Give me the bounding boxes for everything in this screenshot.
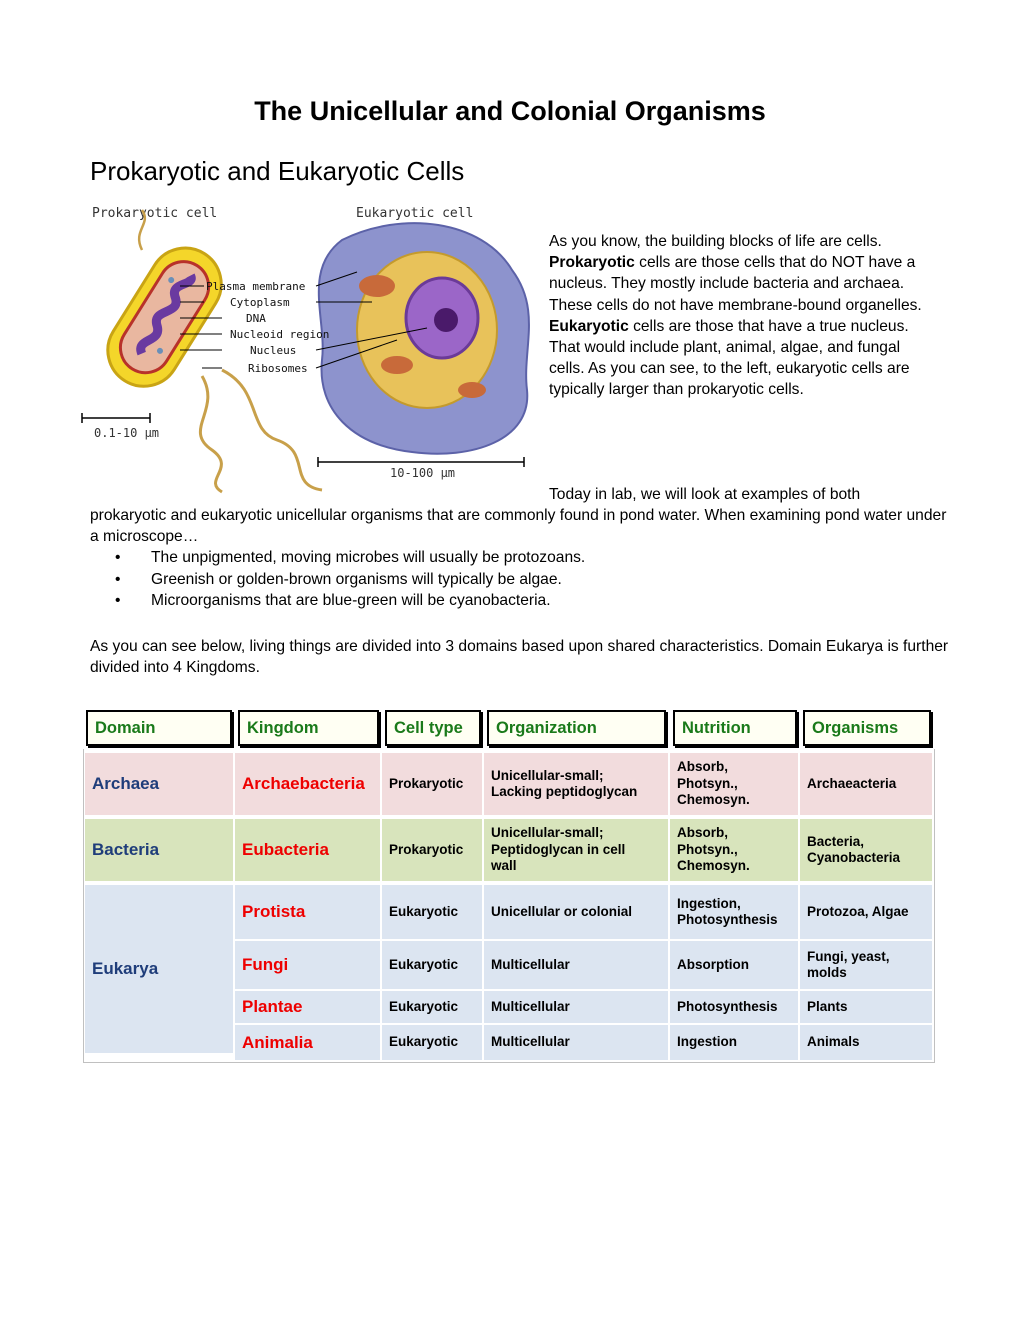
nucleus-label: Nucleus (250, 344, 297, 357)
header-cell-type: Cell type (385, 710, 481, 746)
table-row-protista-cell-type: Eukaryotic (382, 885, 484, 941)
table-row-protista-organisms: Protozoa, Algae (800, 885, 934, 941)
table-row-archaea-organisms: Archaeacteria (800, 753, 934, 817)
flagellum-2 (222, 370, 322, 490)
ribosomes-label: Ribosomes (248, 362, 308, 375)
prokaryotic-paragraph: As you know, the building blocks of life are cells. Prokaryotic cells are those cells that do NOT have a nucleus. They mostly include bacteria and archaea. These cells do not have membrane-bound organelles. (549, 233, 922, 314)
table-row-protista-kingdom: Protista (235, 885, 382, 941)
prokaryotic-cell-label: Prokaryotic cell (92, 206, 218, 221)
classification-table (83, 705, 935, 1063)
table-row-plantae-nutrition: Photosynthesis (670, 991, 800, 1025)
table-row-fungi-organisms: Fungi, yeast, molds (800, 941, 934, 991)
table-row-bacteria-cell-type: Prokaryotic (382, 819, 484, 883)
table-row-bacteria-nutrition: Absorb, Photsyn., Chemosyn. (670, 819, 800, 883)
table-row-animalia-cell-type: Eukaryotic (382, 1025, 484, 1062)
table-row-plantae-cell-type: Eukaryotic (382, 991, 484, 1025)
table-row-archaea-nutrition: Absorb, Photsyn., Chemosyn. (670, 753, 800, 817)
table-row-plantae-organisms: Plants (800, 991, 934, 1025)
cell-illustration (72, 200, 542, 500)
domains-paragraph: As you can see below, living things are divided into 3 domains based upon shared characteristics. Domain Eukarya is further divided into 4 Kingdoms. (90, 638, 949, 676)
table-row-fungi-nutrition: Absorption (670, 941, 800, 991)
list-item: • Greenish or golden-brown organisms will typically be algae. (115, 569, 585, 591)
table-row-animalia-organization: Multicellular (484, 1025, 670, 1062)
table-row-animalia-nutrition: Ingestion (670, 1025, 800, 1062)
prokaryotic-scale-label: 0.1-10 μm (94, 426, 160, 440)
table-row-bacteria-domain: Bacteria (85, 819, 235, 883)
header-nutrition: Nutrition (673, 710, 797, 746)
table-row-animalia-kingdom: Animalia (235, 1025, 382, 1062)
eukaryotic-scale-label: 10-100 μm (390, 466, 456, 480)
flagellum-3 (139, 210, 145, 250)
table-row-bacteria-organization: Unicellular-small; Peptidoglycan in cell wall (484, 819, 670, 883)
dna-label: DNA (246, 312, 266, 325)
section-heading: Prokaryotic and Eukaryotic Cells (90, 156, 465, 186)
header-organization: Organization (487, 710, 666, 746)
eukaryotic-paragraph: Eukaryotic cells are those that have a true nucleus. That would include plant, animal, algae, and fungal cells. As you can see, to the left, eukaryotic cells are typically larger than prokaryotic cells. (549, 317, 910, 399)
table-row-protista-organization: Unicellular or colonial (484, 885, 670, 941)
table-row-bacteria-kingdom: Eubacteria (235, 819, 382, 883)
table-row-archaea-domain: Archaea (85, 753, 235, 817)
table-row-fungi-cell-type: Eukaryotic (382, 941, 484, 991)
table-row-plantae-organization: Multicellular (484, 991, 670, 1025)
cytoplasm-label: Cytoplasm (230, 296, 290, 309)
header-domain: Domain (86, 710, 232, 746)
cell-comparison-figure (72, 200, 542, 500)
list-item: • The unpigmented, moving microbes will usually be protozoans. (115, 547, 585, 569)
bullet-list (115, 547, 585, 612)
table-row-bacteria-organisms: Bacteria, Cyanobacteria (800, 819, 934, 883)
flagellum-1 (200, 376, 222, 492)
table-row-plantae-kingdom: Plantae (235, 991, 382, 1025)
prokaryotic-cell-shape (94, 234, 235, 399)
table-row-fungi-kingdom: Fungi (235, 941, 382, 991)
table-row-protista-nutrition: Ingestion, Photosynthesis (670, 885, 800, 941)
header-kingdom: Kingdom (238, 710, 379, 746)
header-organisms: Organisms (803, 710, 931, 746)
page-title: The Unicellular and Colonial Organisms (254, 96, 766, 126)
pond-water-paragraph: Today in lab, we will look at examples of both prokaryotic and eukaryotic unicellular organisms that are commonly found in pond water. When examining pond water under a microscope… (90, 486, 947, 545)
table-row-fungi-organization: Multicellular (484, 941, 670, 991)
table-row-eukarya-domain: Eukarya (85, 885, 235, 1055)
eukaryotic-cell-label: Eukaryotic cell (356, 206, 474, 221)
intro-text (549, 231, 939, 401)
table-row-archaea-cell-type: Prokaryotic (382, 753, 484, 817)
table-row-animalia-organisms: Animals (800, 1025, 934, 1062)
table-row-archaea-organization: Unicellular-small; Lacking peptidoglycan (484, 753, 670, 817)
nucleoid-region-label: Nucleoid region (230, 328, 330, 341)
list-item: • Microorganisms that are blue-green will be cyanobacteria. (115, 590, 585, 612)
table-row-archaea-kingdom: Archaebacteria (235, 753, 382, 817)
plasma-membrane-label: Plasma membrane (206, 280, 306, 293)
